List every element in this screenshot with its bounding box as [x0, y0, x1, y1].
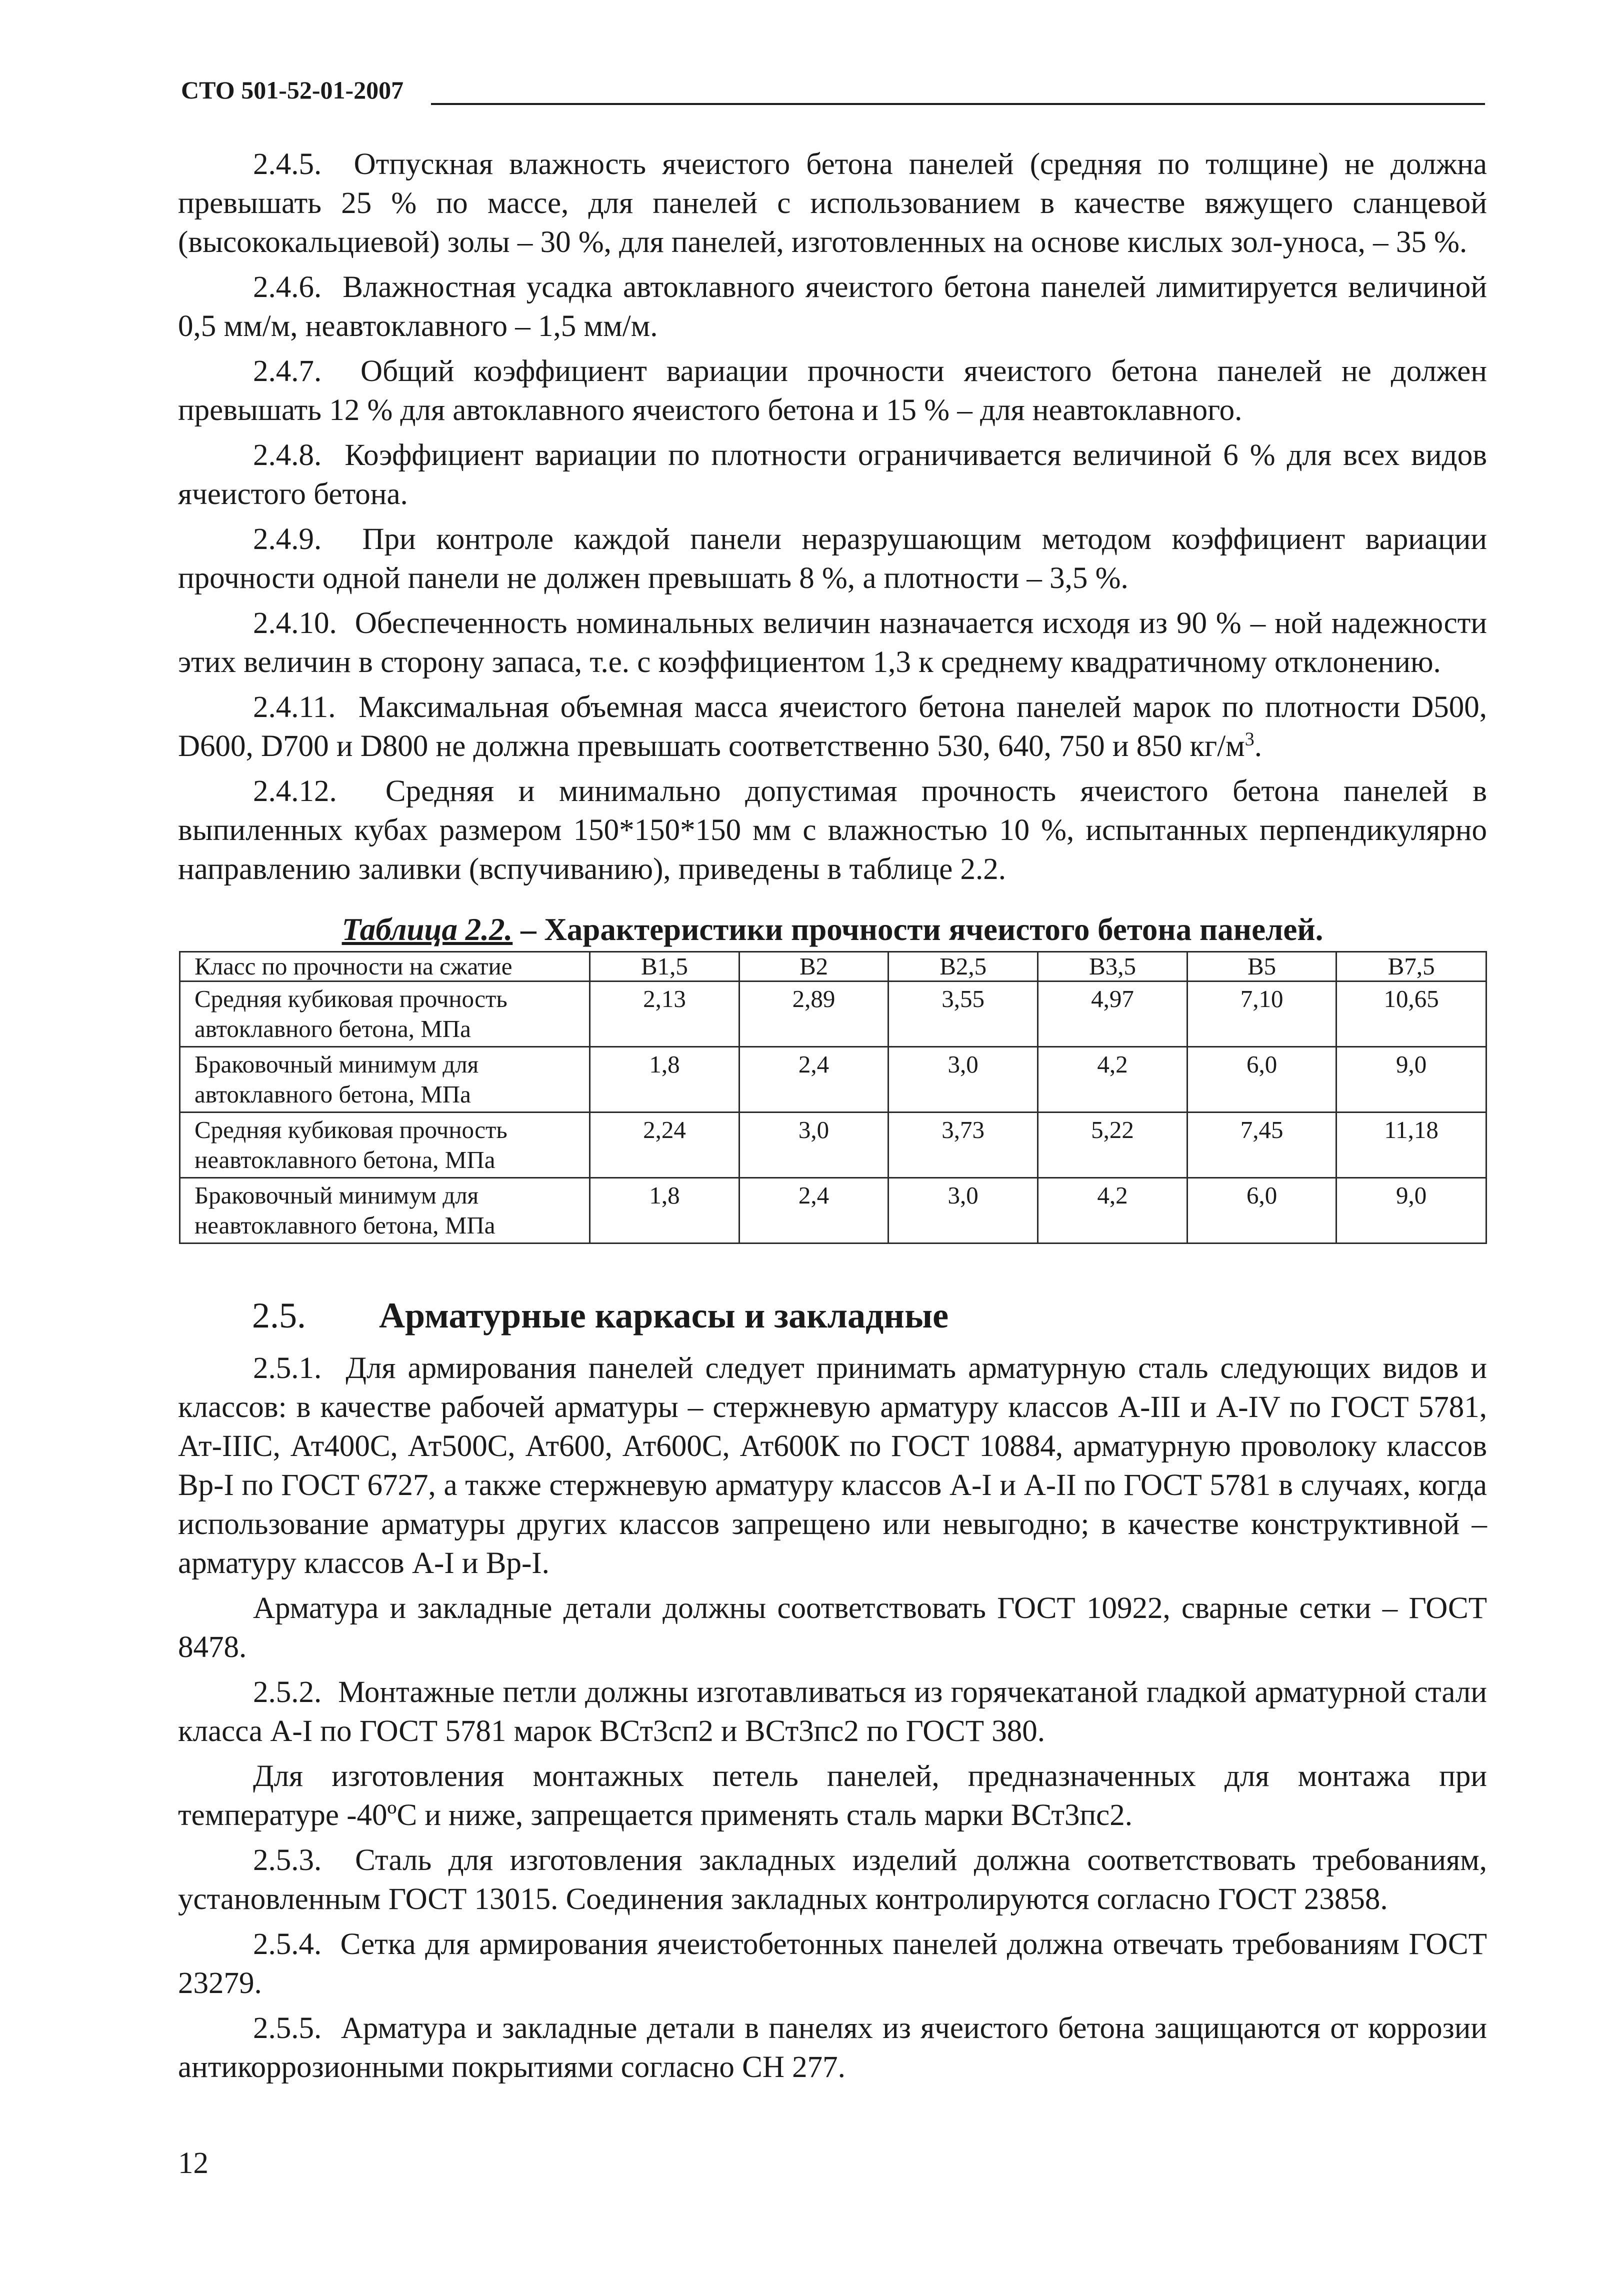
- table-cell: 7,45: [1187, 1112, 1336, 1178]
- paragraph: [178, 1349, 1487, 1583]
- paragraph: [178, 268, 1487, 346]
- table-row-label: Средняя кубиковая прочность автоклавного бетона, МПа: [180, 982, 590, 1047]
- table-cell: 3,0: [888, 1178, 1038, 1244]
- paragraph-tail: .: [1254, 730, 1262, 763]
- document-code: СТО 501-52-01-2007: [181, 76, 404, 104]
- paragraph: [178, 1757, 1487, 1835]
- table-cell: 3,73: [888, 1112, 1038, 1178]
- paragraph-text: Арматура и закладные детали в панелях из ячеистого бетона защищаются от коррозии антикоррозионными покрытиями согласно СН 277.: [178, 2012, 1487, 2084]
- paragraph-text: Обеспеченность номинальных величин назначается исходя из 90 % – ной надежности этих величин в сторону запаса, т.е. с коэффициентом 1,3 к среднему квадратичному отклонению.: [178, 606, 1487, 679]
- table-row: [180, 1047, 1486, 1112]
- table-row-label: Браковочный минимум для неавтоклавного бетона, МПа: [180, 1178, 590, 1244]
- section-number: 2.5.: [252, 1296, 306, 1336]
- table-cell: 2,24: [590, 1112, 740, 1178]
- paragraph-text: Влажностная усадка автоклавного ячеистого бетона панелей лимитируется величиной 0,5 мм/м, неавтоклавного – 1,5 мм/м.: [178, 270, 1487, 343]
- paragraph-number: 2.5.2.: [253, 1676, 322, 1709]
- document-body: [178, 145, 1487, 2093]
- section-title: Арматурные каркасы и закладные: [379, 1296, 949, 1336]
- table-header-class: B5: [1187, 952, 1336, 982]
- page-header: [181, 75, 1485, 110]
- table-cell: 7,10: [1187, 982, 1336, 1047]
- page-number: 12: [178, 2146, 208, 2180]
- paragraph: [178, 1673, 1487, 1751]
- table-row-label: Браковочный минимум для автоклавного бетона, МПа: [180, 1047, 590, 1112]
- paragraph-number: 2.5.4.: [253, 1928, 322, 1961]
- table-cell: 2,4: [739, 1047, 888, 1112]
- header-rule: [431, 103, 1485, 105]
- paragraph-number: 2.4.7.: [253, 354, 322, 388]
- paragraph-number: 2.5.5.: [253, 2012, 322, 2045]
- paragraph-text: Общий коэффициент вариации прочности ячеистого бетона панелей не должен превышать 12 % для автоклавного ячеистого бетона и 15 % – для неавтоклавного.: [178, 354, 1487, 427]
- paragraph: [178, 520, 1487, 598]
- paragraph-text: Монтажные петли должны изготавливаться из горячекатаной гладкой арматурной стали класса А-I по ГОСТ 5781 марок ВСт3сп2 и ВСт3пс2 по ГОСТ 380.: [178, 1676, 1488, 1748]
- table-cell: 2,4: [739, 1178, 888, 1244]
- table-header-class: B2,5: [888, 952, 1038, 982]
- table-row: [180, 1178, 1486, 1244]
- table-cell: 4,2: [1038, 1178, 1188, 1244]
- paragraph-text: Средняя и минимально допустимая прочность ячеистого бетона панелей в выпиленных кубах размером 150*150*150 мм с влажностью 10 %, испытанных перпендикулярно направлению заливки (вспучиванию), приведены в таблице 2.2.: [178, 774, 1487, 886]
- strength-table: [179, 951, 1487, 1244]
- paragraph-text: Максимальная объемная масса ячеистого бетона панелей марок по плотности D500, D600, D700 и D800 не должна превышать соответственно 530, 640, 750 и 850 кг/м: [178, 690, 1488, 763]
- paragraph-text: Коэффициент вариации по плотности ограничивается величиной 6 % для всех видов ячеистого бетона.: [178, 438, 1488, 511]
- paragraph-text: Отпускная влажность ячеистого бетона панелей (средняя по толщине) не должна превышать 25 % по массе, для панелей с использованием в качестве вяжущего сланцевой (высококальциевой) золы – 30 %, для панелей, изготовленных на основе кислых зол-уноса, – 35 %.: [178, 148, 1488, 259]
- table-cell: 5,22: [1038, 1112, 1188, 1178]
- paragraph-text: Арматура и закладные детали должны соответствовать ГОСТ 10922, сварные сетки – ГОСТ 8478.: [178, 1592, 1487, 1664]
- table-cell: 9,0: [1336, 1178, 1486, 1244]
- table-header-class: B2: [739, 952, 888, 982]
- table-caption: [178, 910, 1487, 949]
- table-cell: 3,0: [739, 1112, 888, 1178]
- paragraph-number: 2.5.1.: [253, 1352, 322, 1385]
- paragraph-2-4-11: [178, 688, 1487, 766]
- paragraph-number: 2.4.10.: [253, 606, 337, 640]
- paragraph-number: 2.4.11.: [253, 690, 336, 724]
- table-header-class: B3,5: [1038, 952, 1188, 982]
- paragraph-text: Сталь для изготовления закладных изделий должна соответствовать требованиям, установленным ГОСТ 13015. Соединения закладных контролируются согласно ГОСТ 23858.: [178, 1844, 1488, 1916]
- paragraph-text: Сетка для армирования ячеистобетонных панелей должна отвечать требованиям ГОСТ 23279.: [178, 1928, 1487, 2000]
- table-cell: 9,0: [1336, 1047, 1486, 1112]
- paragraph-number: 2.4.9.: [253, 522, 322, 556]
- paragraph-text: Для изготовления монтажных петель панелей, предназначенных для монтажа при температуре -40ºС и ниже, запрещается применять сталь марки ВСт3пс2.: [178, 1760, 1487, 1832]
- table-cell: 6,0: [1187, 1178, 1336, 1244]
- table-row-label: Средняя кубиковая прочность неавтоклавного бетона, МПа: [180, 1112, 590, 1178]
- paragraph: [178, 145, 1487, 262]
- paragraph: [178, 436, 1487, 514]
- paragraph-number: 2.4.6.: [253, 270, 322, 304]
- table-header-class: B7,5: [1336, 952, 1486, 982]
- table-cell: 3,55: [888, 982, 1038, 1047]
- paragraph-number: 2.4.12.: [253, 774, 337, 808]
- paragraph: [178, 604, 1487, 682]
- paragraph-2-4-12: [178, 772, 1487, 889]
- table-cell: 10,65: [1336, 982, 1486, 1047]
- paragraphs-section-2-4: [178, 145, 1487, 682]
- table-cell: 4,97: [1038, 982, 1188, 1047]
- table-header-row: [180, 952, 1486, 982]
- paragraph-text: При контроле каждой панели неразрушающим методом коэффициент вариации прочности одной панели не должен превышать 8 %, а плотности – 3,5 %.: [178, 522, 1487, 595]
- table-cell: 3,0: [888, 1047, 1038, 1112]
- table-header-label: Класс по прочности на сжатие: [180, 952, 590, 982]
- table-header-class: B1,5: [590, 952, 740, 982]
- table-row: [180, 1112, 1486, 1178]
- table-caption-label: Таблица 2.2.: [342, 912, 513, 947]
- table-cell: 2,13: [590, 982, 740, 1047]
- table-cell: 1,8: [590, 1047, 740, 1112]
- paragraph-number: 2.4.8.: [253, 438, 322, 472]
- paragraph-number: 2.4.5.: [253, 148, 322, 181]
- paragraph: [178, 1925, 1487, 2003]
- paragraph: [178, 1589, 1487, 1667]
- paragraphs-section-2-5: [178, 1349, 1487, 2087]
- table-cell: 1,8: [590, 1178, 740, 1244]
- paragraph: [178, 2009, 1487, 2087]
- table-cell: 2,89: [739, 982, 888, 1047]
- paragraph-number: 2.5.3.: [253, 1844, 322, 1877]
- superscript: 3: [1244, 728, 1254, 750]
- table-caption-text: – Характеристики прочности ячеистого бетона панелей.: [512, 912, 1324, 947]
- table-row: [180, 982, 1486, 1047]
- table-cell: 6,0: [1187, 1047, 1336, 1112]
- paragraph-text: Для армирования панелей следует принимать арматурную сталь следующих видов и классов: в качестве рабочей арматуры – стержневую арматуру классов А-III и А-IV по ГОСТ 5781, Ат-IIIС, Ат400С, Ат500С, Ат600, Ат600С, Ат600К по ГОСТ 10884, арматурную проволоку классов Вр-I по ГОСТ 6727, а также стержневую арматуру классов А-I и А-II по ГОСТ 5781 в случаях, когда использование арматуры других классов запрещено или невыгодно; в качестве конструктивной – арматуру классов А-I и Вр-I.: [178, 1352, 1488, 1580]
- section-heading: [178, 1293, 1487, 1338]
- paragraph: [178, 352, 1487, 430]
- table-cell: 11,18: [1336, 1112, 1486, 1178]
- paragraph: [178, 1841, 1487, 1919]
- table-cell: 4,2: [1038, 1047, 1188, 1112]
